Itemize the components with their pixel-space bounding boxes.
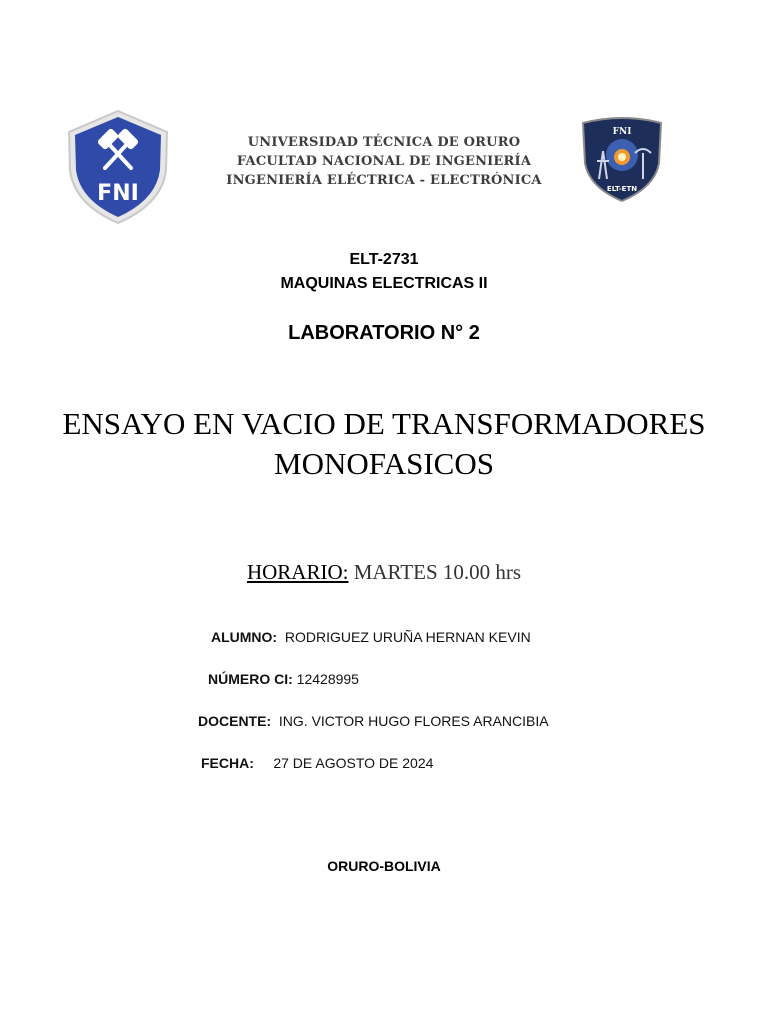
location-footer: ORURO-BOLIVIA <box>327 858 441 874</box>
date-row <box>201 755 433 771</box>
ci-label: NÚMERO CI: <box>208 671 293 687</box>
institution-header <box>200 133 568 190</box>
svg-text:FNI: FNI <box>97 181 139 206</box>
department-name: INGENIERÍA ELÉCTRICA - ELECTRÓNICA <box>226 173 542 188</box>
teacher-value: ING. VICTOR HUGO FLORES ARANCIBIA <box>278 713 549 729</box>
svg-text:FNI: FNI <box>612 127 632 137</box>
faculty-name: FACULTAD NACIONAL DE INGENIERÍA <box>236 154 532 169</box>
date-value: 27 DE AGOSTO DE 2024 <box>273 755 434 771</box>
course-code: ELT-2731 <box>349 251 419 268</box>
elt-etn-logo-right <box>577 117 667 203</box>
schedule <box>0 560 768 585</box>
university-name: UNIVERSIDAD TÉCNICA DE ORURO <box>247 135 521 150</box>
schedule-label: HORARIO: <box>246 560 349 584</box>
ci-row <box>208 671 359 687</box>
teacher-label: DOCENTE: <box>198 713 272 729</box>
svg-text:ELT-ETN: ELT-ETN <box>606 185 638 193</box>
student-row <box>211 629 531 645</box>
lab-title: LABORATORIO N° 2 <box>288 322 480 344</box>
ci-value: 12428995 <box>296 671 359 687</box>
schedule-value: MARTES 10.00 hrs <box>353 560 522 584</box>
teacher-row <box>198 713 549 729</box>
report-title-line-1: ENSAYO EN VACIO DE TRANSFORMADORES <box>62 406 706 441</box>
report-title-line-2: MONOFASICOS <box>274 446 494 481</box>
report-title <box>0 404 768 484</box>
course-name: MAQUINAS ELECTRICAS II <box>280 275 488 292</box>
fni-logo-left <box>63 108 173 226</box>
student-value: RODRIGUEZ URUÑA HERNAN KEVIN <box>284 629 531 645</box>
student-label: ALUMNO: <box>211 629 278 645</box>
date-label: FECHA: <box>201 755 254 771</box>
